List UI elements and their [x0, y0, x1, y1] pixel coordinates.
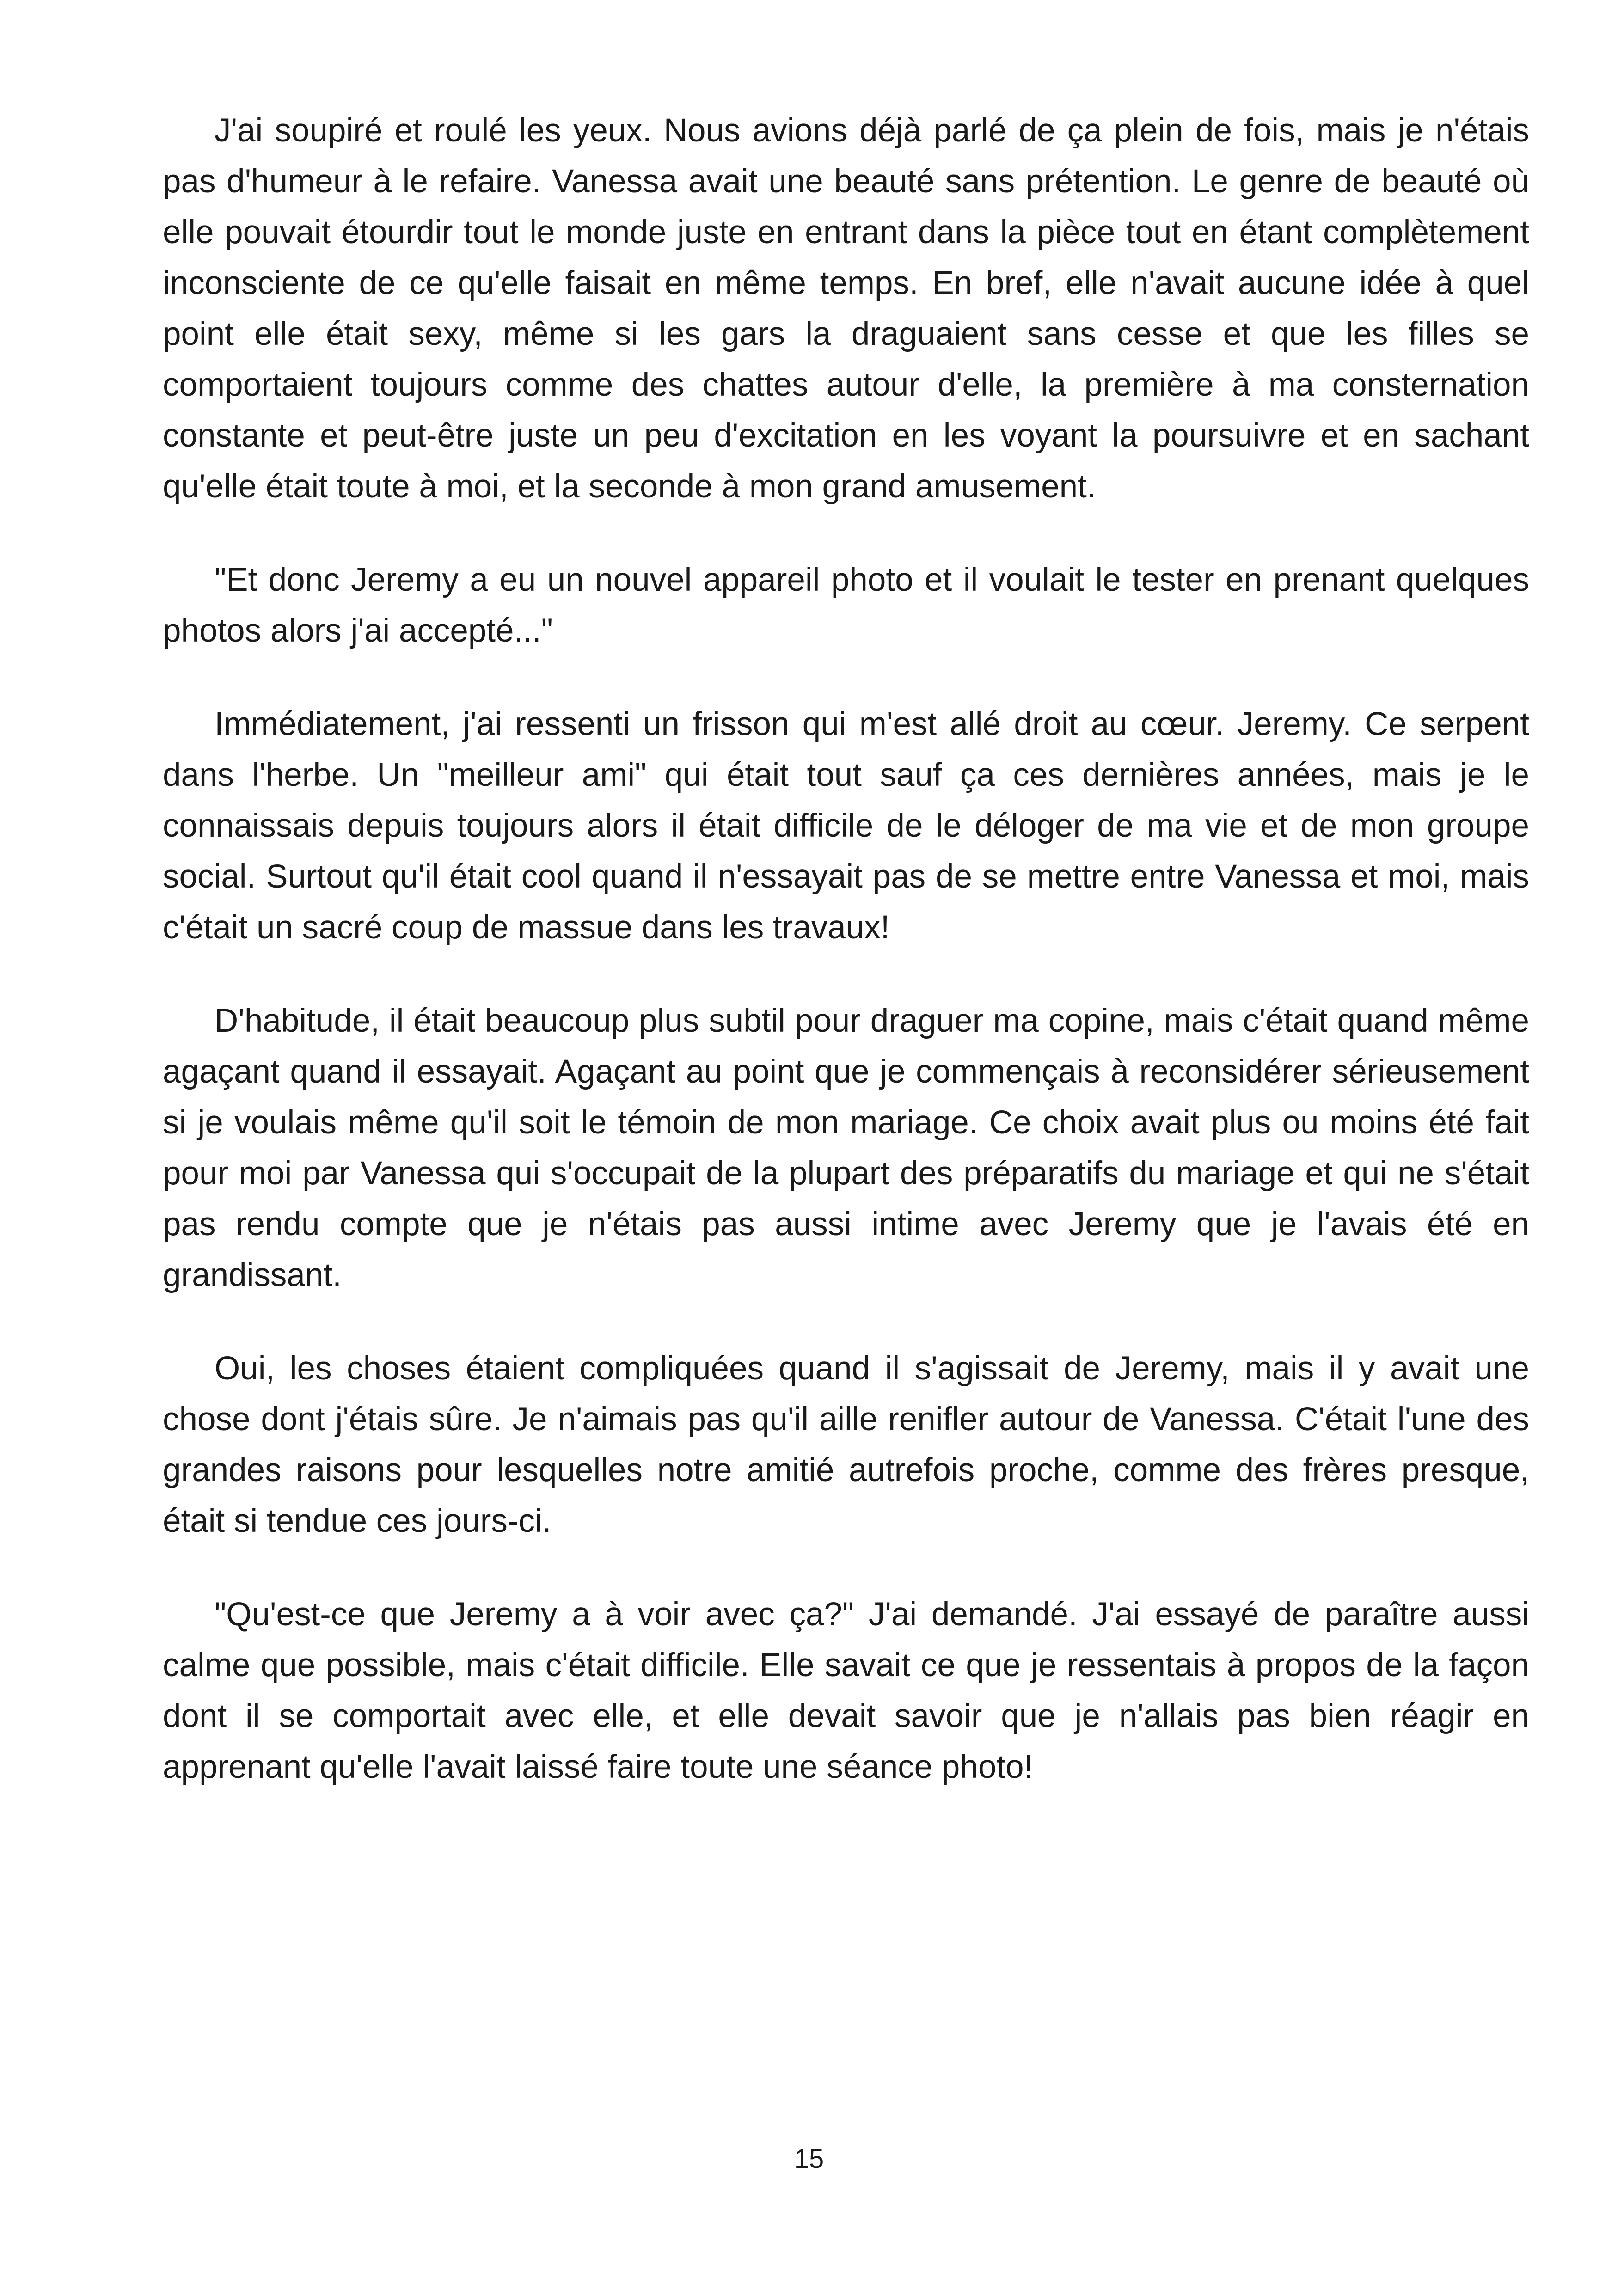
- paragraph: J'ai soupiré et roulé les yeux. Nous avions déjà parlé de ça plein de fois, mais je n'étais pas d'humeur à le refaire. Vanessa avait une beauté sans prétention. Le genre de beauté où elle pouvait étourdir tout le monde juste en entrant dans la pièce tout en étant complètement inconsciente de ce qu'elle faisait en même temps. En bref, elle n'avait aucune idée à quel point elle était sexy, même si les gars la draguaient sans cesse et que les filles se comportaient toujours comme des chattes autour d'elle, la première à ma consternation constante et peut-être juste un peu d'excitation en les voyant la poursuivre et en sachant qu'elle était toute à moi, et la seconde à mon grand amusement.: [163, 112, 1529, 505]
- body-text: [163, 105, 1529, 1835]
- paragraph: "Qu'est-ce que Jeremy a à voir avec ça?" J'ai demandé. J'ai essayé de paraître aussi calme que possible, mais c'était difficile. Elle savait ce que je ressentais à propos de la façon dont il se comportait avec elle, et elle devait savoir que je n'allais pas bien réagir en apprenant qu'elle l'avait laissé faire toute une séance photo!: [163, 1596, 1529, 1785]
- paragraph: Oui, les choses étaient compliquées quand il s'agissait de Jeremy, mais il y avait une chose dont j'étais sûre. Je n'aimais pas qu'il aille renifler autour de Vanessa. C'était l'une des grandes raisons pour lesquelles notre amitié autrefois proche, comme des frères presque, était si tendue ces jours-ci.: [163, 1350, 1529, 1539]
- paragraph: Immédiatement, j'ai ressenti un frisson qui m'est allé droit au cœur. Jeremy. Ce serpent dans l'herbe. Un "meilleur ami" qui était tout sauf ça ces dernières années, mais je le connaissais depuis toujours alors il était difficile de le déloger de ma vie et de mon groupe social. Surtout qu'il était cool quand il n'essayait pas de se mettre entre Vanessa et moi, mais c'était un sacré coup de massue dans les travaux!: [163, 706, 1529, 946]
- paragraph: "Et donc Jeremy a eu un nouvel appareil photo et il voulait le tester en prenant quelques photos alors j'ai accepté...": [163, 562, 1529, 649]
- paragraph: D'habitude, il était beaucoup plus subtil pour draguer ma copine, mais c'était quand même agaçant quand il essayait. Agaçant au point que je commençais à reconsidérer sérieusement si je voulais même qu'il soit le témoin de mon mariage. Ce choix avait plus ou moins été fait pour moi par Vanessa qui s'occupait de la plupart des préparatifs du mariage et qui ne s'était pas rendu compte que je n'étais pas aussi intime avec Jeremy que je l'avais été en grandissant.: [163, 1003, 1529, 1293]
- page-number: 15: [794, 2144, 824, 2174]
